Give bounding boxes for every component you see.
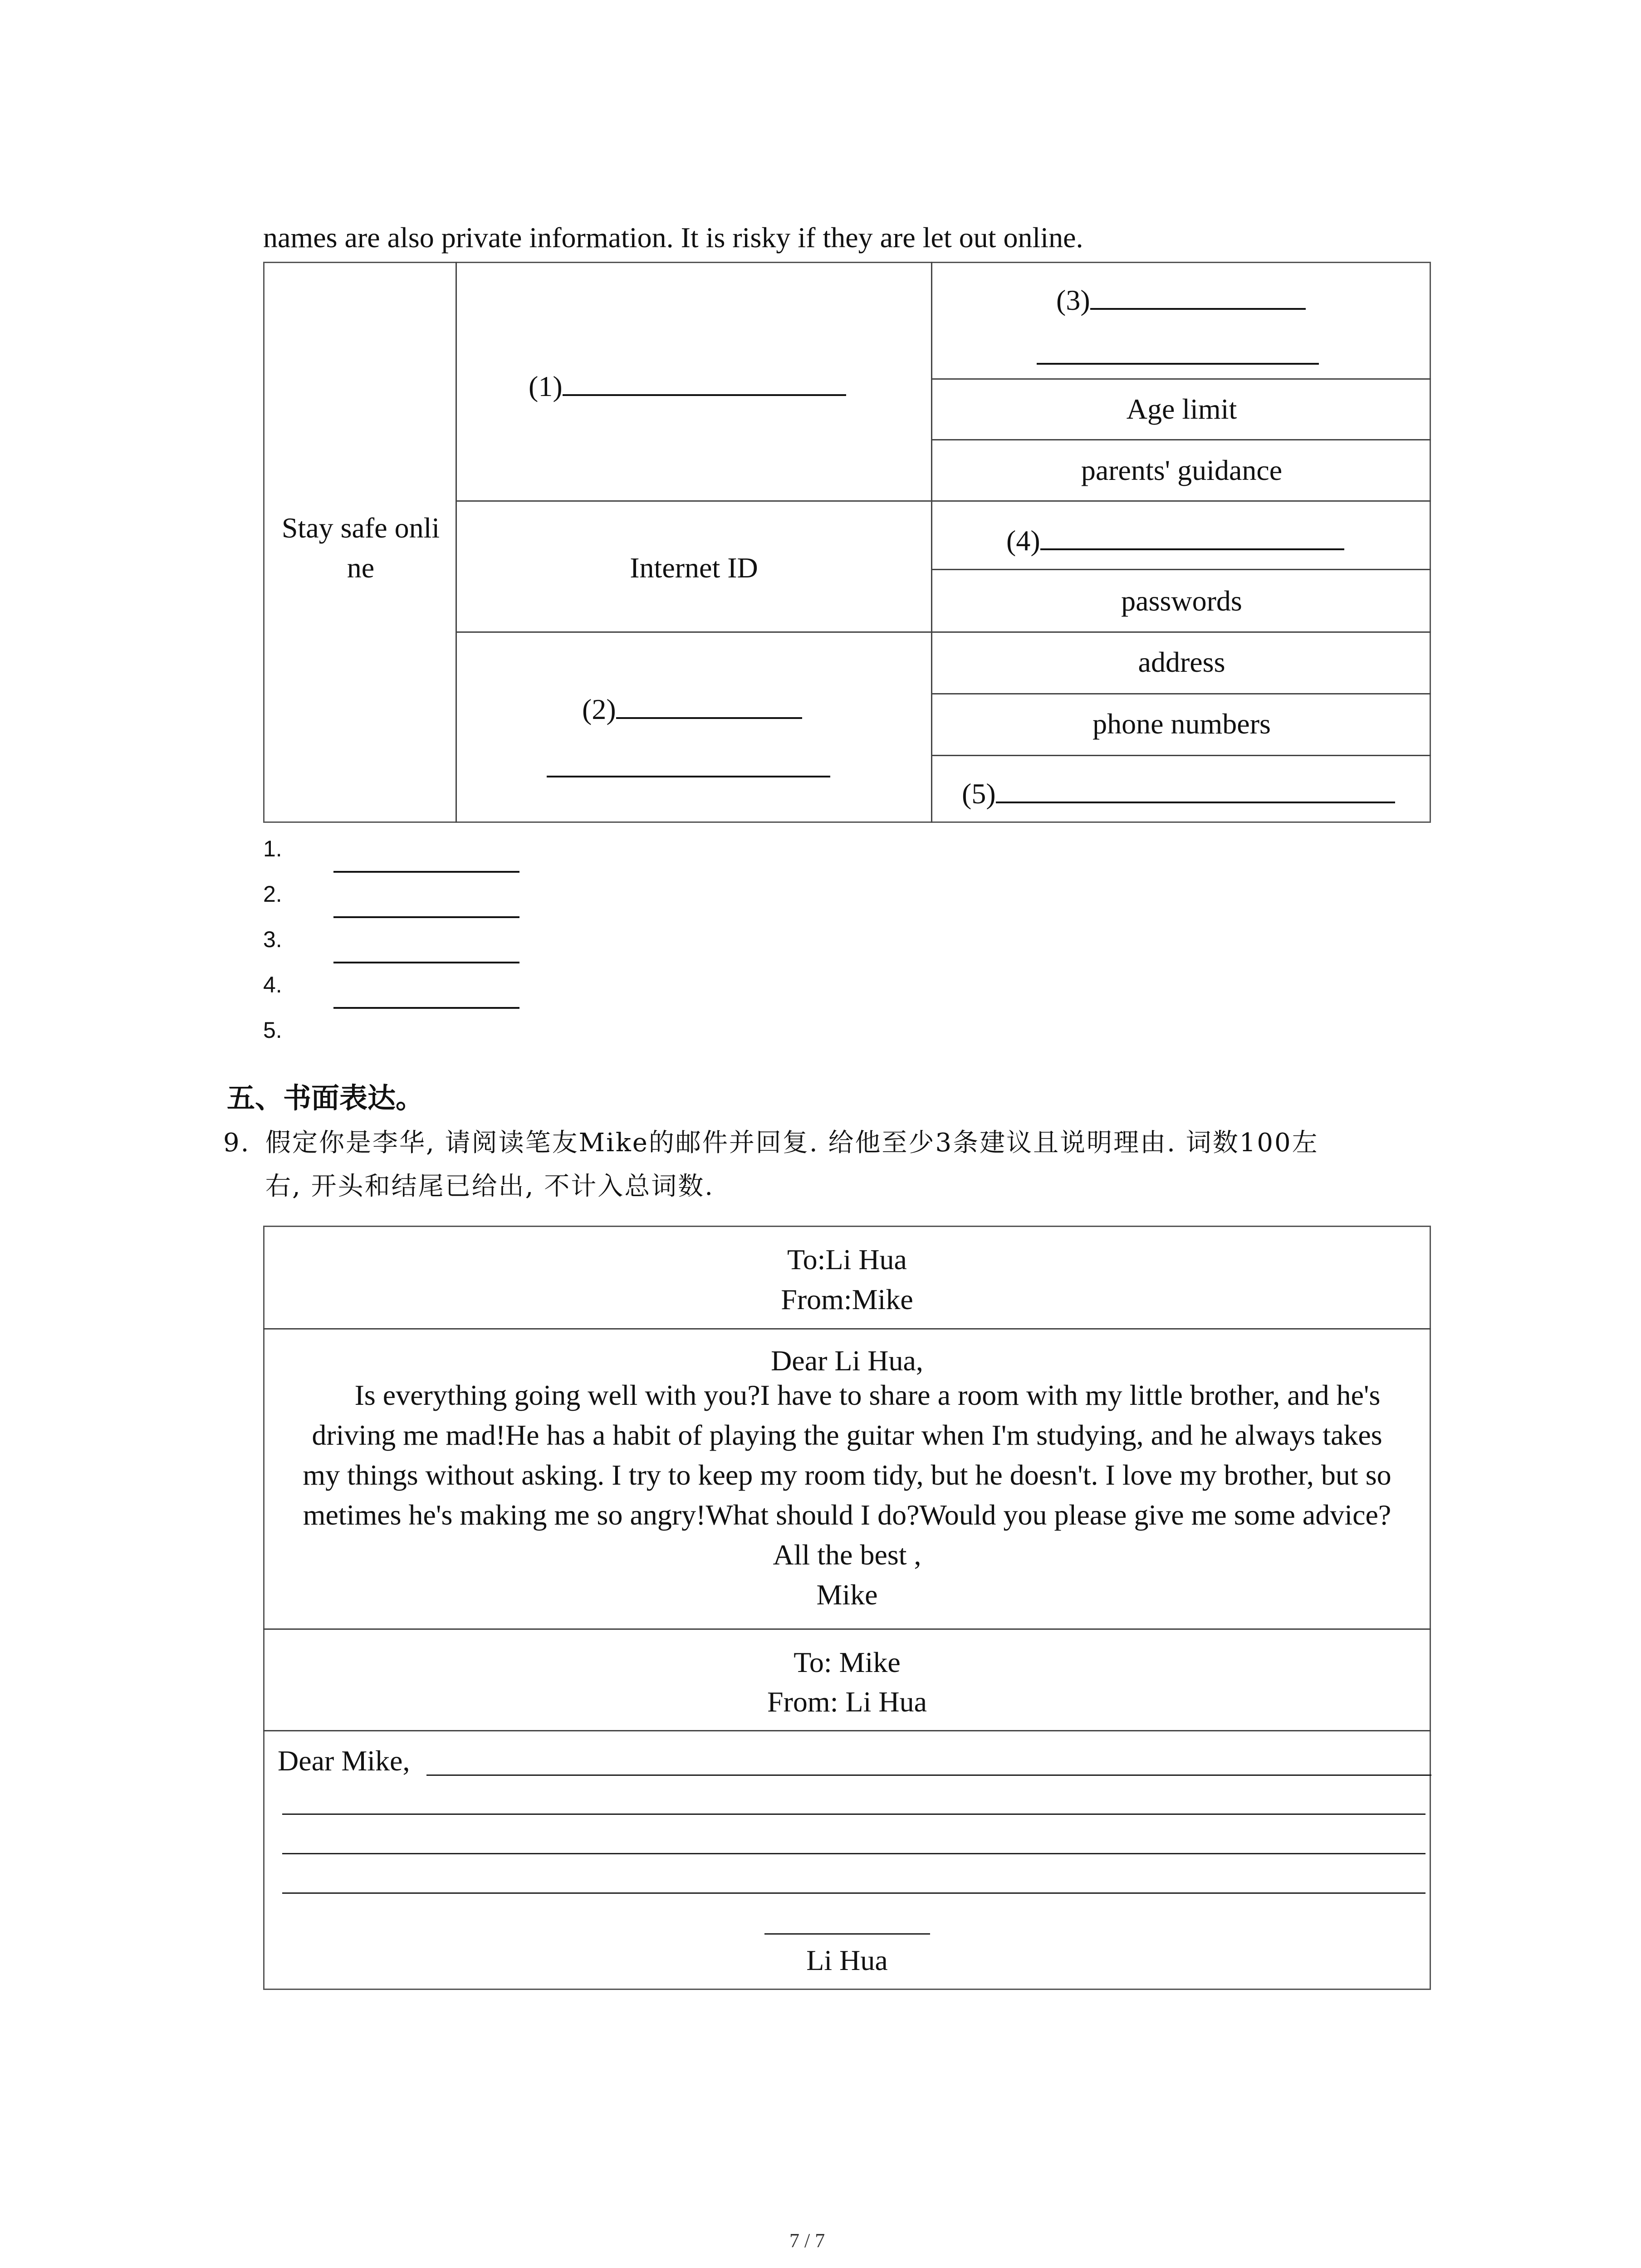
- intro-line: names are also private information. It is risky if they are let out online.: [263, 221, 1083, 254]
- blank-2[interactable]: [616, 717, 802, 719]
- blank-3[interactable]: [1090, 308, 1306, 310]
- email-in-signature: Mike: [816, 1579, 878, 1611]
- branch-1-item-1: (3): [1056, 286, 1306, 315]
- blank-5[interactable]: [996, 801, 1395, 803]
- email-out-from: From: Li Hua: [767, 1686, 927, 1718]
- answer-line-4[interactable]: [333, 1007, 519, 1009]
- task-number: 9.: [223, 1128, 250, 1158]
- answer-number-3: 3.: [263, 927, 282, 952]
- answer-line-3[interactable]: [333, 962, 519, 963]
- answer-line-2[interactable]: [333, 916, 519, 918]
- email-in-body: [265, 1375, 1430, 1615]
- blank-2-continued[interactable]: [547, 776, 830, 777]
- reply-closing-blank[interactable]: [764, 1933, 930, 1935]
- email-in-body-line-2: driving me mad!He has a habit of playing the guitar when I'm studying, and he always takes: [312, 1419, 1382, 1451]
- email-out-signature: Li Hua: [806, 1944, 888, 1976]
- answer-number-5: 5.: [263, 1017, 282, 1043]
- email-in-closing: All the best ,: [773, 1539, 921, 1571]
- answer-number-2: 2.: [263, 881, 282, 907]
- reply-write-line-2[interactable]: [282, 1813, 1425, 1815]
- branch-1-label: (1): [529, 372, 846, 401]
- task-line-2: 右, 开头和结尾已给出, 不计入总词数.: [265, 1172, 715, 1201]
- email-in-body-line-1: Is everything going well with you?I have to share a room with my little brother, and he's: [354, 1379, 1381, 1411]
- answer-line-1[interactable]: [333, 871, 519, 873]
- blank-1[interactable]: [563, 394, 846, 396]
- email-out-greeting: Dear Mike,: [278, 1745, 410, 1777]
- email-in-from: From:Mike: [781, 1283, 913, 1315]
- task-line-1: 假定你是李华, 请阅读笔友Mike的邮件并回复. 给他至少3条建议且说明理由. 词数100左: [265, 1128, 1319, 1158]
- reply-write-line-4[interactable]: [282, 1892, 1425, 1894]
- blank-3-continued[interactable]: [1037, 363, 1319, 365]
- mindmap-root: Stay safe onli ne: [281, 512, 440, 584]
- branch-2-item-1: (4): [1006, 526, 1344, 555]
- email-out-to: To: Mike: [794, 1646, 901, 1678]
- section-heading: 五、书面表达。: [227, 1081, 424, 1114]
- branch-3-item-2: phone numbers: [1092, 708, 1271, 740]
- branch-3-item-1: address: [1138, 646, 1225, 678]
- email-in-to: To:Li Hua: [787, 1243, 907, 1276]
- branch-2-item-2: passwords: [1121, 585, 1242, 617]
- reply-write-line-3[interactable]: [282, 1853, 1425, 1854]
- page-number: 7 / 7: [789, 2229, 825, 2252]
- email-in-body-line-4: metimes he's making me so angry!What should I do?Would you please give me some advice?: [303, 1499, 1391, 1531]
- reply-write-line-1[interactable]: [426, 1774, 1431, 1776]
- branch-2-label: Internet ID: [630, 552, 758, 584]
- branch-3-item-3: (5): [962, 779, 1395, 808]
- branch-1-item-3: parents' guidance: [1081, 454, 1283, 486]
- branch-1-item-2: Age limit: [1126, 393, 1237, 425]
- branch-3-label: (2): [582, 695, 802, 724]
- answer-number-4: 4.: [263, 972, 282, 997]
- blank-4[interactable]: [1040, 548, 1344, 550]
- answer-number-1: 1.: [263, 836, 282, 861]
- email-in-greeting: Dear Li Hua,: [771, 1344, 923, 1377]
- email-in-body-line-3: my things without asking. I try to keep my room tidy, but he doesn't. I love my brother, but so: [303, 1459, 1391, 1491]
